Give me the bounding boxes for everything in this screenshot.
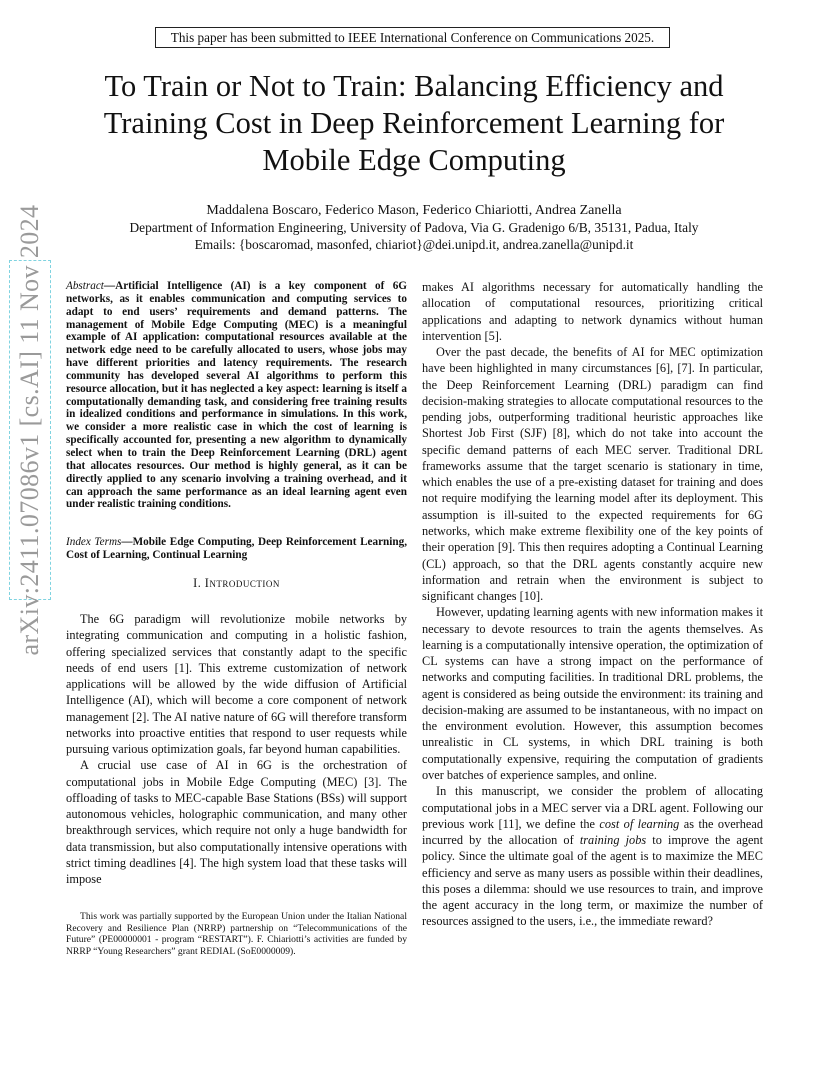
paper-title	[40, 68, 788, 179]
arxiv-id-label: arXiv:2411.07086v1 [cs.AI] 11 Nov 2024	[15, 204, 44, 656]
affiliation: Department of Information Engineering, University of Padova, Via G. Gradenigo 6/B, 35131, Padua, Italy	[129, 220, 699, 235]
text-run: as the overhead incurred by the allocation of	[422, 816, 763, 848]
abstract-text: —Artificial Intelligence (AI) is a key component of 6G networks, as it enables communication and computing services to adapt to end users’ requirements and demand patterns. The management of Mobile Edge Computing (MEC) is a meaningful example of AI application: computational resources available at the network edge need to be carefully allocated to users, whose jobs may have different priorities and latency requirements. The research community has developed several AI algorithms to perform this resource allocation, but it has neglected a key aspect: learning is itself a computationally demanding task, and considering free training results in idealized conditions and performance in simulations. In this work, we consider a more realistic case in which the cost of learning is specifically accounted for, presenting a new algorithm to dynamically select when to train the Deep Reinforcement Learning (DRL) agent that allocates resources. Our method is highly general, as it can be directly applied to any scenario involving a training overhead, and it can approach the same performance as an ideal learning agent even under realistic training conditions.	[66, 280, 407, 511]
index-terms-label: Index Terms	[66, 536, 122, 548]
section-heading	[66, 576, 407, 591]
intro-column-right	[422, 279, 763, 930]
paragraph	[422, 783, 763, 929]
paragraph: The 6G paradigm will revolutionize mobile networks by integrating communication and computing in a holistic fashion, offering specialized services that constantly adapt to the specific needs of end users [1]. This extreme customization of network applications will be allowed by the wide diffusion of Artificial Intelligence (AI), which will become a core component of network management [2]. The AI native nature of 6G will therefore transform networks into proactive entities that respond to user requests while pursuing various optimization goals, far beyond human capabilities.	[66, 612, 407, 756]
section-number: I.	[193, 576, 202, 590]
title-line: To Train or Not to Train: Balancing Efficiency and	[104, 69, 724, 103]
abstract-label: Abstract	[66, 280, 104, 292]
footnote	[66, 911, 407, 957]
index-terms	[66, 536, 407, 562]
author-list: Maddalena Boscaro, Federico Mason, Federico Chiariotti, Andrea Zanella	[206, 203, 622, 218]
paragraph: makes AI algorithms necessary for automatically handling the allocation of computational resources, prioritizing critical applications and adapting to network dynamics without human intervention [5].	[422, 280, 763, 343]
title-line: Mobile Edge Computing	[262, 143, 566, 177]
paragraph: A crucial use case of AI in 6G is the orchestration of computational jobs in Mobile Edge Computing (MEC) [3]. The offloading of tasks to MEC-capable Base Stations (BSs) will support autonomous vehicles, holographic communication, and many other breakthrough services, which require not only a huge bandwidth for data transmission, but also computationally intensive operations with strict timing deadlines [4]. The high system load that these tasks will impose	[66, 758, 407, 886]
title-line: Training Cost in Deep Reinforcement Learning for	[103, 106, 725, 140]
submission-notice: This paper has been submitted to IEEE International Conference on Communications 2025.	[155, 27, 670, 48]
text-run: In this manuscript, we consider the problem of allocating computational jobs in a MEC server via a DRL agent. Following our previous work [11], we define the	[422, 784, 763, 831]
intro-column-left	[66, 611, 407, 887]
text-run: to improve the agent policy. Since the ultimate goal of the agent is to maximize the MEC efficiency and serve as many users as possible within their deadlines, this poses a dilemma: should we use resources to train, and improve the agent accuracy in the long term, or maximize the number of resources assigned to the users, i.e., the immediate reward?	[422, 833, 763, 929]
author-emails: Emails: {boscaromad, masonfed, chiariot}@dei.unipd.it, andrea.zanella@unipd.it	[194, 237, 634, 252]
arxiv-stamp[interactable]	[9, 204, 51, 656]
term-training-jobs: training jobs	[579, 833, 647, 848]
paragraph: Over the past decade, the benefits of AI for MEC optimization have been highlighted in many circumstances [6], [7]. In particular, the Deep Reinforcement Learning (DRL) paradigm can find decision-making strategies to allocate computational resources to the pending jobs, outperforming traditional heuristic approaches like Shortest Job First (SJF) [8], which do not take into account the specific demand patterns of each MEC server. Traditional DRL frameworks assume that the target scenario is stationary in time, which enables the use of a pre-existing dataset for training and does not require modifying the learning model after its deployment. This assumption is ill-suited to the expected requirements for 6G networks, which make extreme flexibility one of the key points of their operation [9]. This then requires adopting a Continual Learning (CL) approach, so that the DRL agents constantly acquire new information and retrain when the environment is subject to significant changes [10].	[422, 345, 763, 604]
footnote-text: This work was partially supported by the European Union under the Italian National Recovery and Resilience Plan (NRRP) partnership on “Telecommunications of the Future” (PE00000001 - program “RESTART”). F. Chiariotti’s activities are funded by NRRP “Young Researchers” grant REDIAL (SoE0000009).	[66, 911, 407, 957]
term-cost-of-learning: cost of learning	[599, 816, 680, 831]
paragraph: However, updating learning agents with new information makes it necessary to devote resources to train the agents themselves. As learning is a computationally intensive operation, the optimization of CL systems can have a strong impact on the performance of networks and computing facilities. In traditional DRL problems, the agent is considered as being outside the environment: its training and decision-making are assumed to be instantaneous, with no impact on the environment evolution. However, this assumption becomes unrealistic in CL systems, in which DRL training is both computationally expensive, requiring the computation of gradients over batches of experience samples, and online.	[422, 605, 763, 782]
index-terms-text: —Mobile Edge Computing, Deep Reinforcement Learning, Cost of Learning, Continual Learning	[66, 536, 407, 561]
abstract	[66, 280, 407, 511]
section-title: Introduction	[204, 576, 280, 590]
